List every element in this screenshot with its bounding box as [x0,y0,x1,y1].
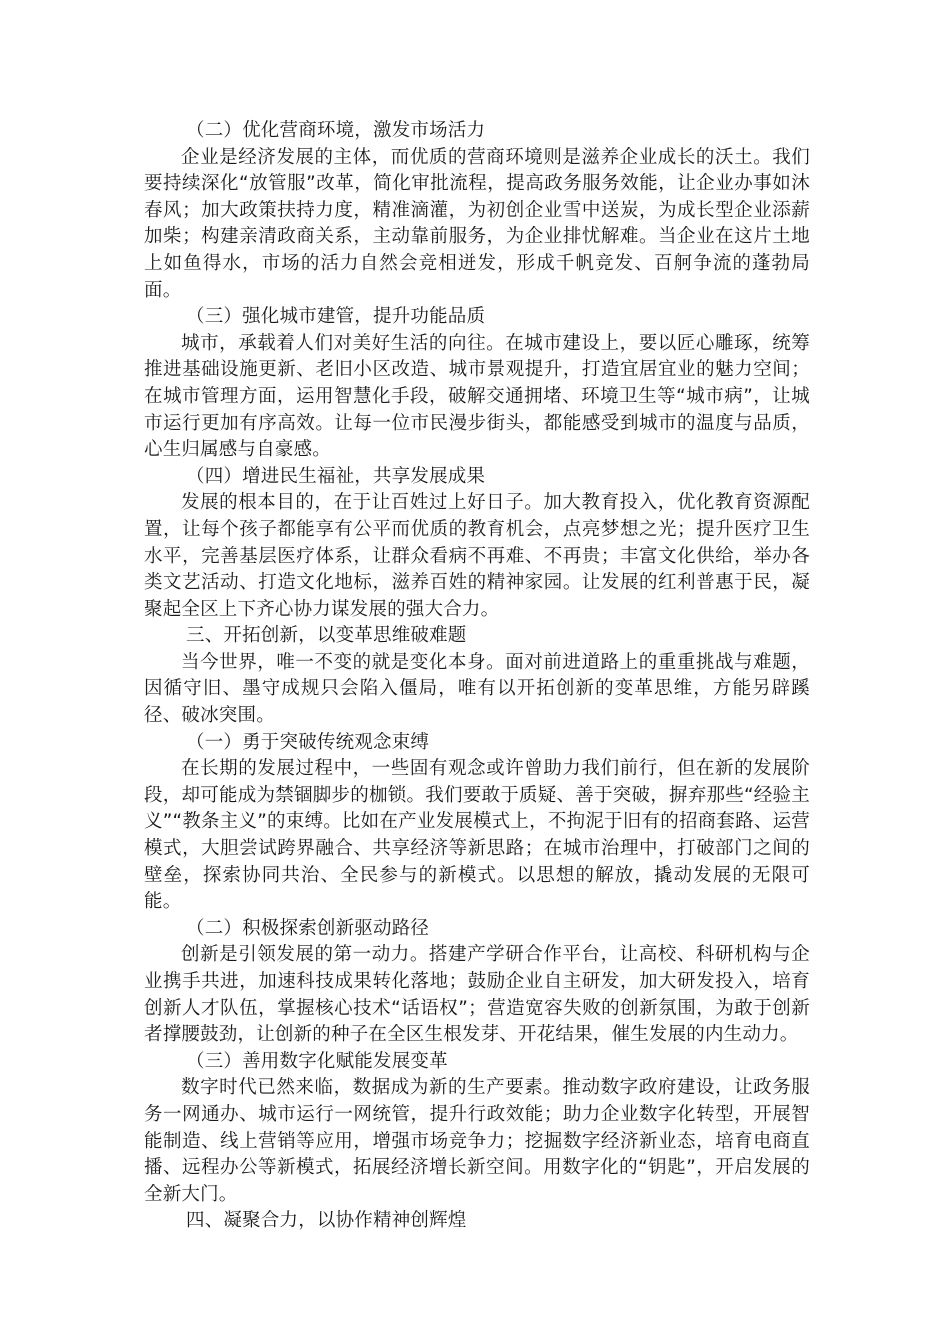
body-paragraph: 创新是引领发展的第一动力。搭建产学研合作平台，让高校、科研机构与企业携手共进，加速科技成果转化落地；鼓励企业自主研发，加大研发投入，培育创新人才队伍，掌握核心技术“话语权”；营造宽容失败的创新氛围，为敢于创新者撑腰鼓劲，让创新的种子在全区生根发芽、开花结果，催生发展的内生动力。 [144,944,810,1046]
section-heading: （一）勇于突破传统观念束缚 [186,731,430,753]
body-paragraph: 数字时代已然来临，数据成为新的生产要素。推动数字政府建设，让政务服务一网通办、城市运行一网统管，提升行政效能；助力企业数字化转型，开展智能制造、线上营销等应用，增强市场竞争力；挖掘数字经济新业态，培育电商直播、远程办公等新模式，拓展经济增长新空间。用数字化的“钥匙”，开启发展的全新大门。 [144,1077,810,1205]
body-paragraph: 企业是经济发展的主体，而优质的营商环境则是滋养企业成长的沃土。我们要持续深化“放管服”改革，简化审批流程，提高政务服务效能，让企业办事如沐春风；加大政策扶持力度，精准滴灌，为初创企业雪中送炭，为成长型企业添薪加柴；构建亲清政商关系，主动靠前服务，为企业排忧解难。当企业在这片土地上如鱼得水，市场的活力自然会竞相迸发，形成千帆竞发、百舸争流的蓬勃局面。 [144,146,810,301]
section-heading: （二）优化营商环境，激发市场活力 [186,120,486,141]
body-paragraph: 在长期的发展过程中，一些固有观念或许曾助力我们前行，但在新的发展阶段，却可能成为禁锢脚步的枷锁。我们要敢于质疑、善于突破，摒弃那些“经验主义”“教条主义”的束缚。比如在产业发展模式上，不拘泥于旧有的招商套路、运营模式，大胆尝试跨界融合、共享经济等新思路；在城市治理中，打破部门之间的壁垒，探索协同共治、全民参与的新模式。以思想的解放，撬动发展的无限可能。 [144,758,810,913]
body-paragraph: 发展的根本目的，在于让百姓过上好日子。加大教育投入，优化教育资源配置，让每个孩子都能享有公平而优质的教育机会，点亮梦想之光；提升医疗卫生水平，完善基层医疗体系，让群众看病不再难、不再贵；丰富文化供给，举办各类文艺活动、打造文化地标，滋养百姓的精神家园。让发展的红利普惠于民，凝聚起全区上下齐心协力谋发展的强大合力。 [144,492,810,620]
section-heading: （二）积极探索创新驱动路径 [186,917,430,939]
body-paragraph: 城市，承载着人们对美好生活的向往。在城市建设上，要以匠心雕琢，统筹推进基础设施更新、老旧小区改造、城市景观提升，打造宜居宜业的魅力空间；在城市管理方面，运用智慧化手段，破解交通拥堵、环境卫生等“城市病”，让城市运行更加有序高效。让每一位市民漫步街头，都能感受到城市的温度与品质，心生归属感与自豪感。 [144,332,810,461]
document-page [144,118,810,1235]
chapter-heading: 三、开拓创新，以变革思维破难题 [186,625,467,647]
body-paragraph: 当今世界，唯一不变的就是变化本身。面对前进道路上的重重挑战与难题，因循守旧、墨守成规只会陷入僵局，唯有以开拓创新的变革思维，方能另辟蹊径、破冰突围。 [144,651,810,727]
section-heading: （三）善用数字化赋能发展变革 [186,1050,448,1072]
chapter-heading: 四、凝聚合力，以协作精神创辉煌 [186,1210,467,1232]
section-heading: （四）增进民生福祉，共享发展成果 [186,465,486,487]
section-heading: （三）强化城市建管，提升功能品质 [186,306,486,328]
